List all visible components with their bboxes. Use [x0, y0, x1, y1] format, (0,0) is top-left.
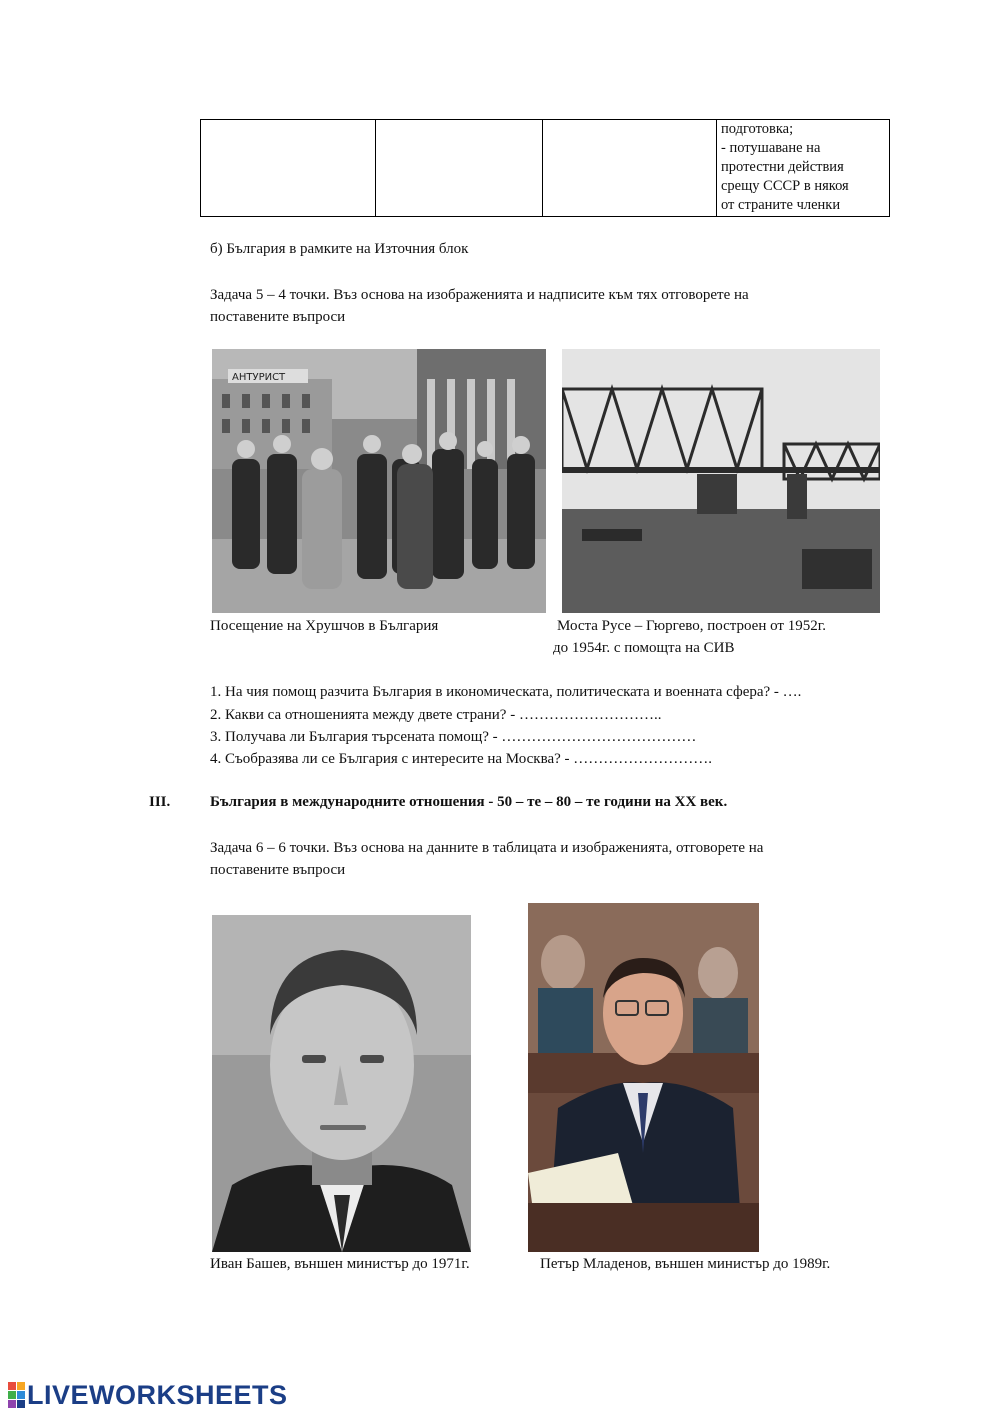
- sign-text: АНТУРИСТ: [232, 372, 286, 383]
- table-cell-1: [201, 120, 376, 217]
- task5-question: 1. На чия помощ разчита България в икономическата, политическата и военната сфера? - ….: [210, 684, 802, 700]
- table-cell-2: [376, 120, 543, 217]
- bashev-caption: Иван Башев, външен министър до 1971г.: [210, 1256, 470, 1272]
- task5-instruction-line2: поставените въпроси: [210, 309, 346, 325]
- table-cell-line: протестни действия: [721, 159, 844, 175]
- table-cell-line: от страните членки: [721, 197, 841, 213]
- section-b-heading: б) България в рамките на Източния блок: [210, 241, 469, 257]
- task6-instruction-line2: поставените въпроси: [210, 862, 346, 878]
- task5-instruction-line1: Задача 5 – 4 точки. Въз основа на изображенията и надписите към тях отговорете на: [210, 287, 749, 303]
- continuation-table: [200, 119, 890, 217]
- table-cell-line: срещу СССР в някоя: [721, 178, 849, 194]
- ivan-bashev-portrait: [212, 915, 471, 1252]
- section3-numeral: III.: [149, 794, 171, 810]
- table-cell-4: [717, 120, 890, 217]
- section3-heading: България в международните отношения - 50 – те – 80 – те години на XX век.: [210, 794, 728, 810]
- khrushchev-caption: Посещение на Хрушчов в България: [210, 618, 439, 634]
- mladenov-caption: Петър Младенов, външен министър до 1989г.: [540, 1256, 831, 1272]
- task5-question: 4. Съобразява ли се България с интересите на Москва? - ……………………….: [210, 751, 713, 767]
- task5-question: 2. Какви са отношенията между двете страни? - ………………………..: [210, 707, 662, 723]
- bridge-caption-line1: Моста Русе – Гюргево, построен от 1952г.: [557, 618, 826, 634]
- logo-text: LIVEWORKSHEETS: [27, 1379, 288, 1410]
- logo-blocks-icon: [8, 1382, 25, 1408]
- liveworksheets-logo[interactable]: [8, 1380, 288, 1410]
- khrushchev-visit-photo: [212, 349, 546, 613]
- bridge-caption-line2: до 1954г. с помощта на СИВ: [553, 640, 735, 656]
- ruse-giurgiu-bridge-photo: [562, 349, 880, 613]
- task6-instruction-line1: Задача 6 – 6 точки. Въз основа на данните в таблицата и изображенията, отговорете на: [210, 840, 764, 856]
- table-cell-3: [543, 120, 717, 217]
- task5-question: 3. Получава ли България търсената помощ? - …………………………………: [210, 729, 697, 745]
- table-cell-line: - потушаване на: [721, 140, 821, 156]
- petar-mladenov-portrait: [528, 903, 759, 1252]
- table-cell-line: подготовка;: [721, 121, 794, 137]
